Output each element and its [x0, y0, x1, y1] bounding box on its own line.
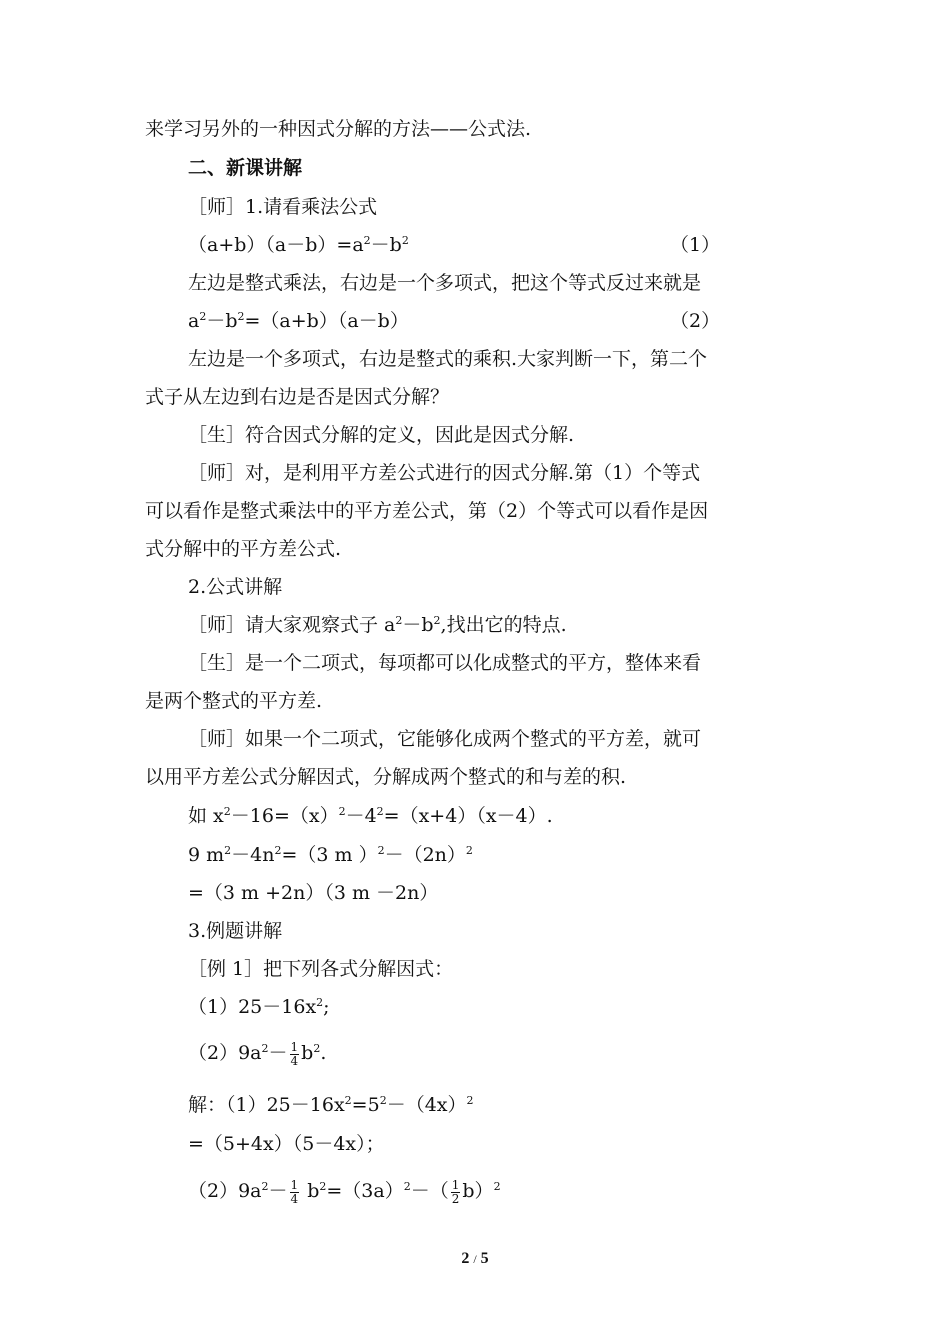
- text-line: 左边是整式乘法，右边是一个多项式，把这个等式反过来就是: [188, 272, 702, 294]
- total-pages: 5: [480, 1250, 489, 1267]
- current-page: 2: [461, 1250, 470, 1267]
- text-line: ［师］对，是利用平方差公式进行的因式分解.第（1）个等式: [188, 462, 701, 484]
- formula-line: $(2)9a^2-$ $\frac{1}{4}$ $b^2=(3a)^2-$（ $\frac{1}{2}$ b）$^2$: [188, 1177, 501, 1206]
- formula-line: =（5+4x）（5－4x）；: [188, 1133, 385, 1155]
- equation-number: （2）: [670, 310, 721, 332]
- text-line: 是两个整式的平方差.: [145, 690, 323, 712]
- text-line: ［师］如果一个二项式，它能够化成两个整式的平方差，就可: [188, 728, 702, 750]
- formula-line: 解：$(1)25-16x^2=5^2-(4x)^2$: [188, 1094, 474, 1116]
- formula-line: $(1)25-16x^2$;: [188, 996, 330, 1018]
- text-line: 2.公式讲解: [188, 576, 283, 598]
- text-line: 左边是一个多项式，右边是整式的乘积.大家判断一下，第二个: [188, 348, 708, 370]
- text-line: 可以看作是整式乘法中的平方差公式，第（2）个等式可以看作是因: [145, 500, 709, 522]
- text-line: ［例 1］把下列各式分解因式：: [188, 958, 454, 980]
- page-number: [0, 1250, 950, 1268]
- formula-line: 9 $m^2-4n^2=(3$ m ）$^2-(2n)^2$: [188, 844, 473, 866]
- text-line: ［师］请大家观察式子 $a^2-b^2$,找出它的特点.: [188, 614, 567, 636]
- formula-line: $a^2-b^2=(a+b)(a-b)$: [188, 310, 409, 332]
- fraction: $\frac{1}{4}$: [290, 1039, 299, 1068]
- fraction: $\frac{1}{2}$: [451, 1177, 460, 1206]
- formula-line: $(a+b)(a-b)=a^2-b^2$: [188, 234, 409, 256]
- formula-line: 如 $x^2-16=(x)^2-4^2=(x+4)(x-4)$.: [188, 805, 553, 827]
- text-line: ［生］是一个二项式，每项都可以化成整式的平方，整体来看: [188, 652, 702, 674]
- section-heading: 二、新课讲解: [188, 157, 303, 179]
- formula-line: $(2)9a^2-$ $\frac{1}{4}$ $b^2$.: [188, 1039, 327, 1068]
- text-line: 以用平方差公式分解因式，分解成两个整式的和与差的积.: [145, 766, 627, 788]
- text-line: 来学习另外的一种因式分解的方法——公式法.: [145, 118, 532, 140]
- text-line: 式分解中的平方差公式.: [145, 538, 342, 560]
- text-line: ［师］1.请看乘法公式: [188, 196, 378, 218]
- formula-line: =（3 m +2n）（3 m －2n）: [188, 882, 439, 904]
- page-separator: /: [473, 1252, 477, 1266]
- fraction: $\frac{1}{4}$: [290, 1177, 299, 1206]
- text-line: 式子从左边到右边是否是因式分解？: [145, 386, 450, 408]
- equation-number: （1）: [670, 234, 721, 256]
- text-line: 3.例题讲解: [188, 920, 283, 942]
- text-line: ［生］符合因式分解的定义，因此是因式分解.: [188, 424, 575, 446]
